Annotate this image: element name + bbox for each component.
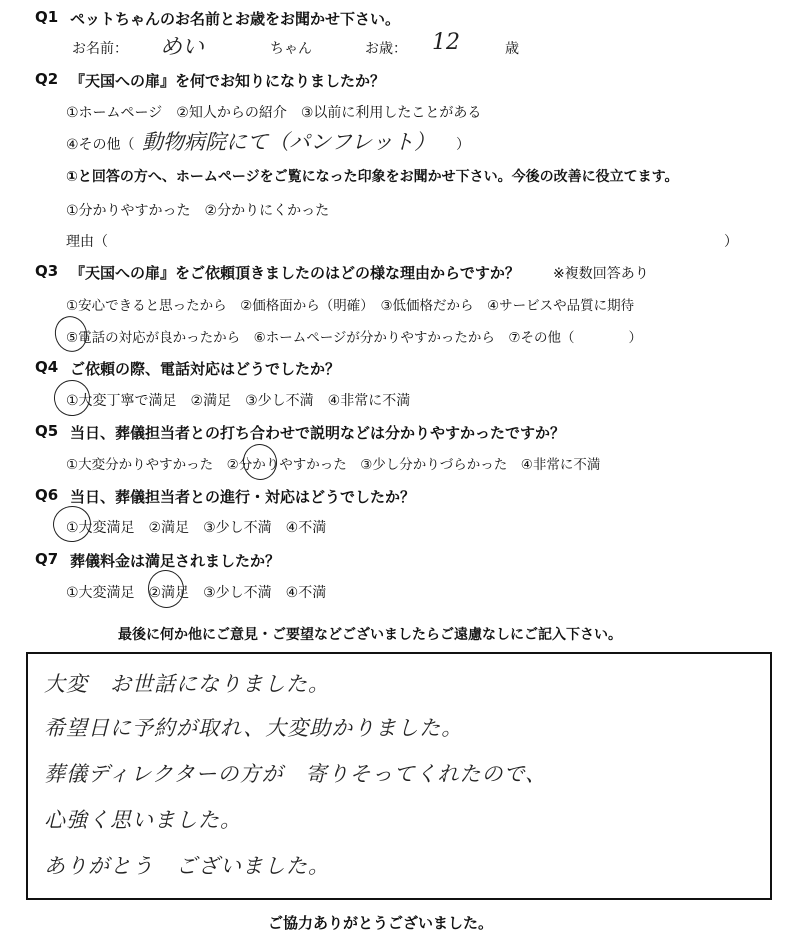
- comment-line: 希望日に予約が取れ、大変助かりました。: [44, 716, 464, 740]
- q4-question: ご依頼の際、電話対応はどうでしたか？: [70, 360, 341, 378]
- comments-prompt: 最後に何か他にご意見・ご要望などございましたらご遠慮なしにご記入下さい。: [118, 627, 622, 643]
- q1-question: ペットちゃんのお名前とお歳をお聞かせ下さい。: [70, 10, 401, 28]
- q6-number: Q6: [35, 486, 59, 504]
- q5-question: 当日、葬儀担当者との打ち合わせで説明などは分かりやすかったですか？: [70, 424, 566, 442]
- q5-options: ①大変分かりやすかった ②分かりやすかった ③少し分かりづらかった ④非常に不満: [66, 457, 601, 473]
- q1-age-suffix: 歳: [505, 41, 519, 57]
- q7-options: ①大変満足 ②満足 ③少し不満 ④不満: [66, 585, 327, 601]
- q1-name-suffix: ちゃん: [270, 41, 312, 57]
- q2-other-label: ④その他（: [66, 137, 135, 153]
- q2-other-close: ）: [456, 137, 470, 153]
- q3-note: ※複数回答あり: [553, 266, 649, 282]
- comment-line: 心強く思いました。: [44, 808, 242, 832]
- q4-number: Q4: [35, 358, 59, 376]
- q1-age-label: お歳：: [365, 41, 407, 57]
- q3-question: 『天国への扉』をご依頼頂きましたのはどの様な理由からですか？: [70, 264, 520, 282]
- q3-options-line2: ⑤電話の対応が良かったから ⑥ホームページが分かりやすかったから ⑦その他（ ）: [66, 330, 643, 346]
- q3-options-line1: ①安心できると思ったから ②価格面から（明確） ③低価格だから ④サービスや品質に期待: [66, 298, 635, 314]
- q6-question: 当日、葬儀担当者との進行・対応はどうでしたか？: [70, 488, 416, 506]
- comment-box: [26, 652, 772, 900]
- q1-age-value: 12: [432, 30, 460, 55]
- q2-followup: ①と回答の方へ、ホームページをご覧になった印象をお聞かせ下さい。今後の改善に役立てます。: [66, 169, 679, 185]
- q4-options: ①大変丁寧で満足 ②満足 ③少し不満 ④非常に不満: [66, 393, 411, 409]
- q1-name-label: お名前：: [72, 41, 128, 57]
- q2-followup-options: ①分かりやすかった ②分かりにくかった: [66, 203, 330, 219]
- q5-number: Q5: [35, 422, 59, 440]
- q7-number: Q7: [35, 550, 59, 568]
- q7-selection-circle: [144, 567, 187, 612]
- q1-name-value: めい: [160, 35, 205, 60]
- q2-reason-label: 理由（: [66, 234, 108, 250]
- q2-options-line1: ①ホームページ ②知人からの紹介 ③以前に利用したことがある: [66, 105, 482, 121]
- footer-thanks: ご協力ありがとうございました。: [268, 914, 494, 932]
- q4-selection-circle: [51, 377, 93, 419]
- q2-question: 『天国への扉』を何でお知りになりましたか？: [70, 72, 386, 90]
- q1-number: Q1: [35, 8, 59, 26]
- q6-selection-circle: [50, 503, 94, 545]
- comment-line: 大変 お世話になりました。: [44, 672, 330, 696]
- q7-question: 葬儀料金は満足されましたか？: [70, 552, 281, 570]
- q6-options: ①大変満足 ②満足 ③少し不満 ④不満: [66, 520, 327, 536]
- q5-selection-circle: [240, 441, 281, 483]
- q2-number: Q2: [35, 70, 59, 88]
- comment-line: 葬儀ディレクターの方が 寄りそってくれたので、: [44, 762, 548, 786]
- q2-reason-close: ）: [724, 234, 738, 250]
- q3-selection-circle: [51, 312, 91, 355]
- comment-line: ありがとう ございました。: [44, 854, 330, 878]
- q2-other-value: 動物病院にて（パンフレット）: [142, 130, 435, 154]
- q3-number: Q3: [35, 262, 59, 280]
